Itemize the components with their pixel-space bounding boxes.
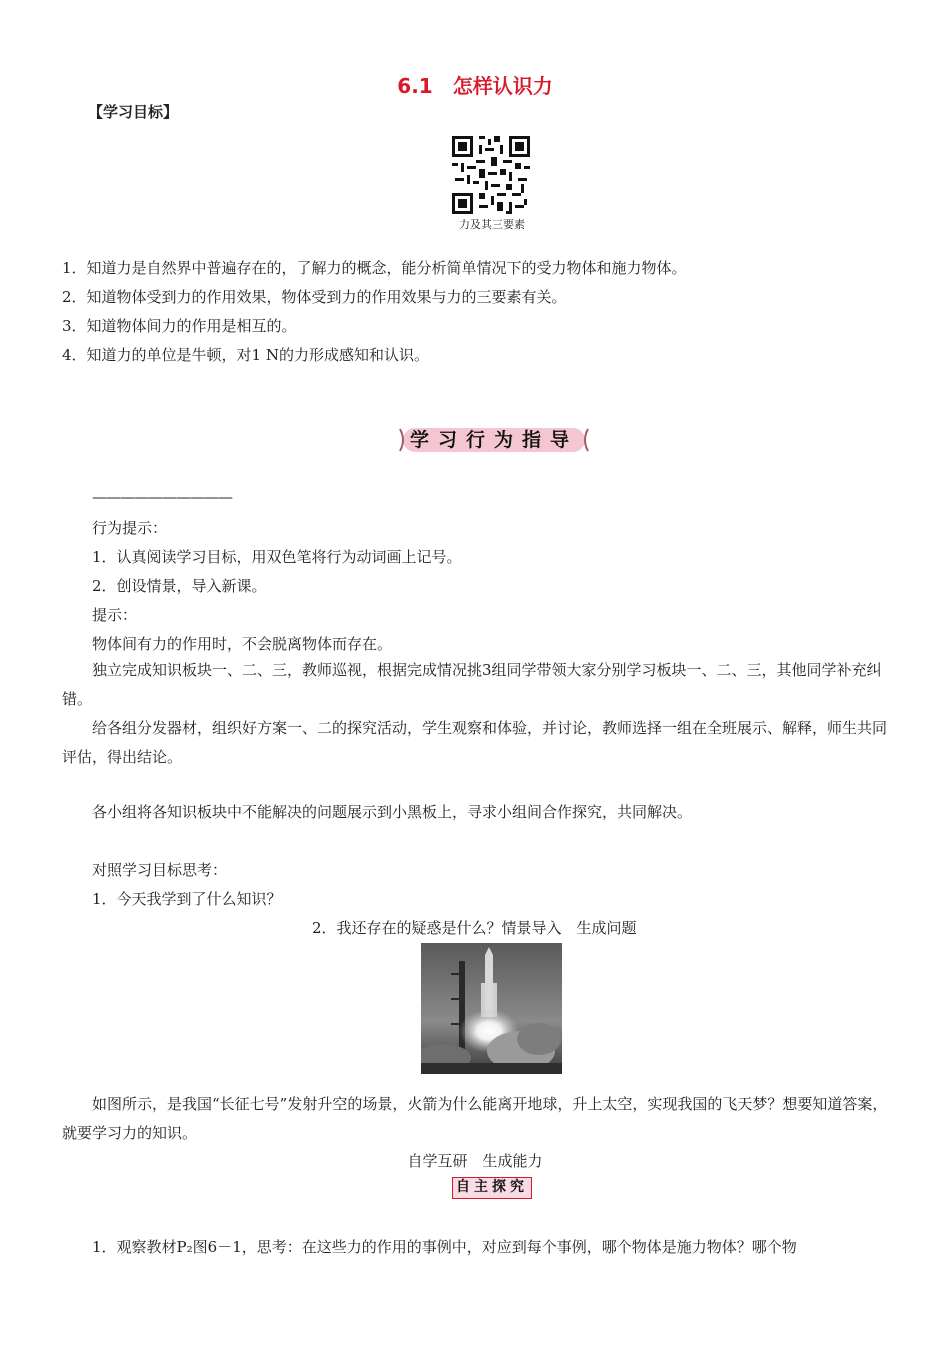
tip-text: 物体间有力的作用时，不会脱离物体而存在。 (92, 635, 393, 653)
tip-label: 提示： (92, 606, 138, 624)
reflect-item: 1．今天我学到了什么知识？ (92, 890, 282, 908)
goal-item: 4．知道力的单位是牛顿，对1 N的力形成感知和认识。 (62, 346, 429, 364)
reflect-item: 2．我还存在的疑惑是什么？情景导入 生成问题 (312, 919, 637, 937)
qr-caption: 力及其三要素 (459, 218, 525, 231)
behavior-item: 1．认真阅读学习目标，用双色笔将行为动词画上记号。 (92, 548, 462, 566)
goal-item: 3．知道物体间力的作用是相互的。 (62, 317, 297, 335)
behavior-hint-label: 行为提示： (92, 519, 168, 537)
question-1: 1．观察教材P₂图6－1，思考：在这些力的作用的事例中，对应到每个事例，哪个物体是施力物体？哪个物 (92, 1238, 797, 1256)
goal-item: 2．知道物体受到力的作用效果，物体受到力的作用效果与力的三要素有关。 (62, 288, 567, 306)
paragraph-blackboard: 各小组将各知识板块中不能解决的问题展示到小黑板上，寻求小组间合作探究，共同解决。 (92, 803, 693, 821)
self-explore-badge (452, 1177, 532, 1199)
behavior-item: 2．创设情景，导入新课。 (92, 577, 267, 595)
learning-goals-header: 【学习目标】 (88, 103, 179, 121)
qr-code-image (452, 136, 530, 214)
banner-text: 学习行为指导 (409, 429, 578, 451)
divider-line: —————————— (92, 488, 232, 506)
paragraph-independent: 独立完成知识板块一、二、三，教师巡视，根据完成情况挑3组同学带领大家分别学习板块一、二、三，其他同学补充纠错。 (62, 661, 882, 708)
paragraph-equipment: 给各组分发器材，组织好方案一、二的探究活动，学生观察和体验，并讨论，教师选择一组在全班展示、解释，师生共同评估，得出结论。 (62, 719, 888, 766)
self-study-heading: 自学互研 生成能力 (407, 1152, 543, 1170)
rocket-launch-image (421, 943, 562, 1074)
rocket-paragraph: 如图所示，是我国“长征七号”发射升空的场景，火箭为什么能离开地球，升上太空，实现我国的飞天梦？想要知道答案，就要学习力的知识。 (62, 1095, 888, 1142)
page-title: 6.1 怎样认识力 (397, 74, 553, 98)
goal-item: 1．知道力是自然界中普遍存在的，了解力的概念，能分析简单情况下的受力物体和施力物体。 (62, 259, 687, 277)
section-banner (397, 425, 591, 455)
reflect-label: 对照学习目标思考： (92, 861, 228, 879)
badge-text: 自主探究 (456, 1179, 528, 1195)
